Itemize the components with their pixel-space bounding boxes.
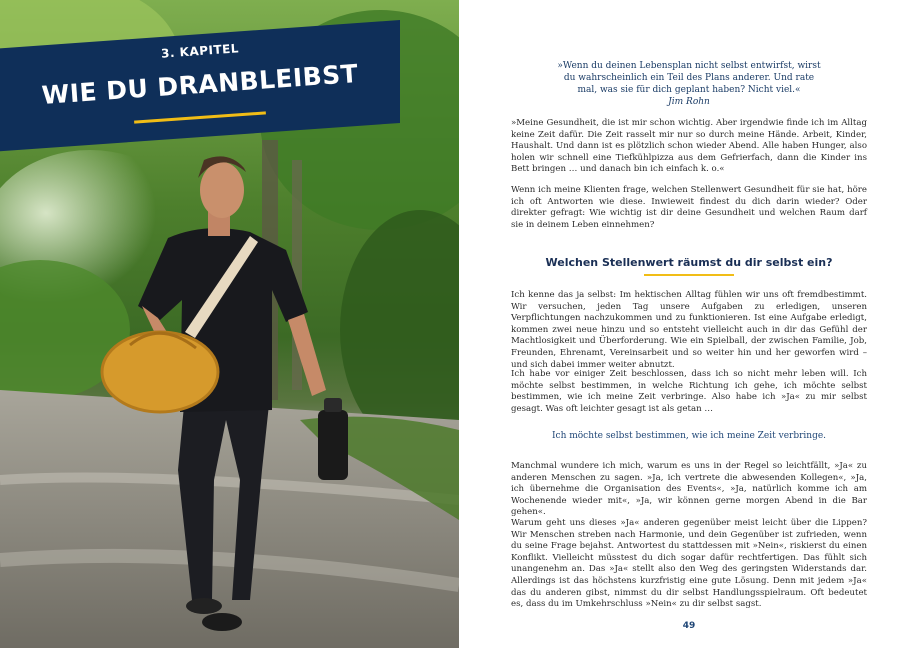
page-number: 49	[682, 621, 696, 631]
paragraph-everyday-life: Ich kenne das ja selbst: Im hektischen Alltag fühlen wir uns oft fremdbestimmt. Wir versuchen, jeden Tag unsere Aufgaben zu erledigen, unseren Verpflichtungen nachzukommen und zu funktionieren. Ist eine Aufgabe erledigt, kommen zwei neue hinzu und so entsteht vielleicht auch in dir das Gefühl der Machtlosigkeit und Überforderung. Wie ein Spielball, der zwischen Familie, Job, Freunden, Ehrenamt, Vereinsarbeit und so weiter hin und her geworfen wird – und sich dabei immer weiter abnutzt.	[511, 290, 867, 370]
text-page	[459, 0, 918, 648]
epigraph-quote: »Wenn du deinen Lebensplan nicht selbst entwirfst, wirst du wahrscheinlich ein Teil des Plans anderer. Und rate mal, was sie für dich geplant haben? Nicht viel.«	[557, 61, 821, 95]
epigraph-author: Jim Rohn	[668, 97, 710, 107]
paragraph-client-quote: »Meine Gesundheit, die ist mir schon wichtig. Aber irgendwie finde ich im Alltag keine Zeit dafür. Die Zeit rasselt mir nur so durch meine Hände. Arbeit, Kinder, Haushalt. Und dann ist es plötzlich schon wieder Abend. Alle haben Hunger, also holen wir schnell eine Tiefkühlpizza aus dem Gefrierfach, dann die Kinder ins Bett bringen … und danach bin ich einfach k. o.«	[511, 118, 867, 175]
pullquote: Ich möchte selbst bestimmen, wie ich meine Zeit verbringe.	[551, 431, 827, 441]
chapter-title: WIE DU DRANBLEIBST	[40, 58, 360, 111]
paragraph-client-question: Wenn ich meine Klienten frage, welchen Stellenwert Gesundheit für sie hat, höre ich oft Antworten wie diese. Inwieweit findest du dich darin wieder? Oder direkter gefragt: Wie wichtig ist dir deine Gesundheit und welchen Raum darf sie in deinem Leben einnehmen?	[511, 185, 867, 230]
paragraph-decision: Ich habe vor einiger Zeit beschlossen, dass ich so nicht mehr leben will. Ich möchte selbst bestimmen, in welche Richtung ich gehe, ich möchte selbst bestimmen, wie ich meine Zeit verbringe. Also habe ich »Ja« zu mir selbst gesagt. Was oft leichter gesagt ist als getan …	[511, 369, 867, 414]
section-heading: Welchen Stellenwert räumst du dir selbst ein?	[545, 256, 833, 269]
chapter-label: 3. KAPITEL	[160, 41, 240, 61]
epigraph	[554, 60, 824, 108]
paragraph-saying-yes: Manchmal wundere ich mich, warum es uns in der Regel so leichtfällt, »Ja« zu anderen Menschen zu sagen. »Ja, ich vertrete die abwesenden Kollegen«, »Ja, ich übernehme die Organisation des Events«, »Ja, natürlich komme ich am Wochenende wieder mit«, »Ja, wir können gerne morgen Abend in die Bar gehen«.	[511, 461, 867, 518]
section-heading-underline	[644, 274, 734, 276]
paragraph-why-yes: Warum geht uns dieses »Ja« anderen gegenüber meist leicht über die Lippen? Wir Menschen streben nach Harmonie, und dein Gegenüber ist zufrieden, wenn du seine Frage bejahst. Antwortest du stattdessen mit »Nein«, riskierst du einen Konflikt. Vielleicht müsstest du dich sogar dafür rechtfertigen. Das fühlt sich unangenehm an. Das »Ja« stellt also den Weg des geringsten Widerstands dar. Allerdings ist das höchstens kurzfristig eine gute Lösung. Denn mit jedem »Ja« das du anderen gibst, nimmst du dir selbst Handlungsspielraum. Oft bedeutet es, dass du im Umkehrschluss »Nein« zu dir selbst sagst.	[511, 518, 867, 610]
